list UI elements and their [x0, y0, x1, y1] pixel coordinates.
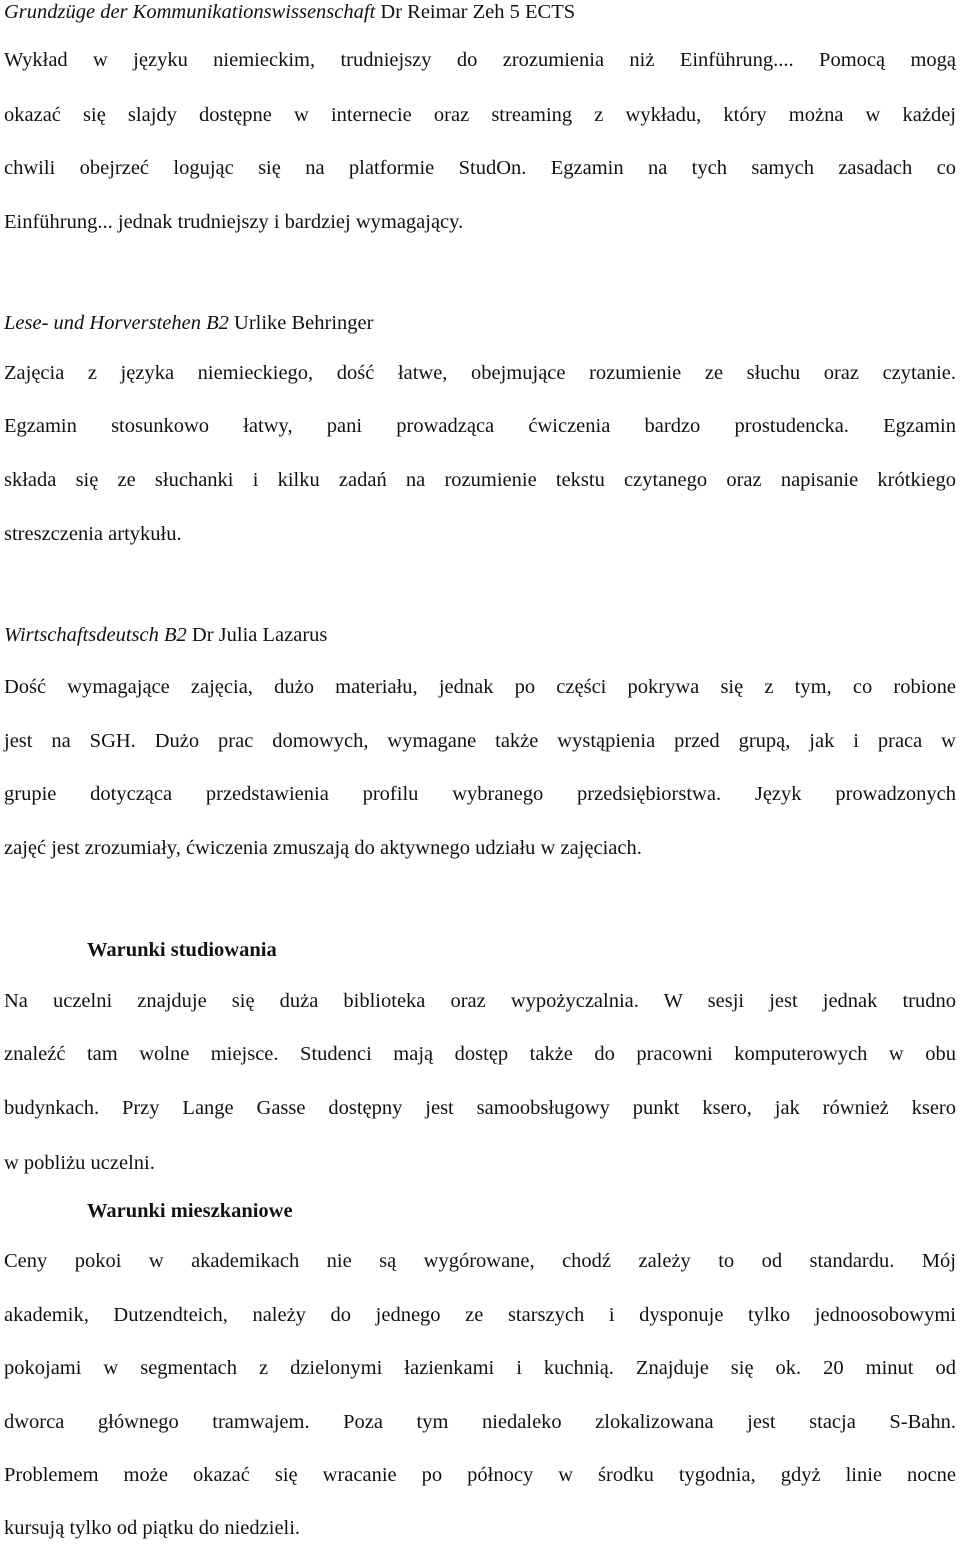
course-heading-wirtschaftsdeutsch — [4, 621, 956, 649]
paragraph-line: okazać się slajdy dostępne w internecie oraz streaming z wykładu, który można w każdej — [4, 104, 956, 126]
paragraph-line: Wykład w języku niemieckim, trudniejszy do zrozumienia niż Einführung.... Pomocą mogą — [4, 49, 956, 71]
paragraph-line: Zajęcia z języka niemieckiego, dość łatwe, obejmujące rozumienie ze słuchu oraz czytanie. — [4, 362, 956, 384]
paragraph-line: budynkach. Przy Lange Gasse dostępny jest samoobsługowy punkt ksero, jak również ksero — [4, 1097, 956, 1119]
paragraph-line: zajęć jest zrozumiały, ćwiczenia zmuszają do aktywnego udziału w zajęciach. — [4, 837, 642, 859]
course-title: Lese- und Horverstehen B2 — [4, 312, 229, 334]
course-lecturer: Dr Julia Lazarus — [186, 624, 328, 646]
paragraph-line: Ceny pokoi w akademikach nie są wygórowane, chodź zależy to od standardu. Mój — [4, 1250, 956, 1272]
paragraph-line: Egzamin stosunkowo łatwy, pani prowadząca ćwiczenia bardzo prostudencka. Egzamin — [4, 415, 956, 437]
paragraph-line: Na uczelni znajduje się duża biblioteka oraz wypożyczalnia. W sesji jest jednak trudno — [4, 990, 956, 1012]
paragraph-line: znaleźć tam wolne miejsce. Studenci mają dostęp także do pracowni komputerowych w obu — [4, 1043, 956, 1065]
paragraph-line: w pobliżu uczelni. — [4, 1152, 155, 1174]
course-lecturer: Urlike Behringer — [228, 312, 374, 334]
paragraph-line: jest na SGH. Dużo prac domowych, wymagane także wystąpienia przed grupą, jak i praca w — [4, 730, 956, 752]
paragraph-line: Problemem może okazać się wracanie po północy w środku tygodnia, gdyż linie nocne — [4, 1464, 956, 1486]
course-title: Wirtschaftsdeutsch B2 — [4, 624, 187, 646]
paragraph-line: pokojami w segmentach z dzielonymi łazienkami i kuchnią. Znajduje się ok. 20 minut od — [4, 1357, 956, 1379]
paragraph-line: streszczenia artykułu. — [4, 523, 182, 545]
paragraph-line: dworca głównego tramwajem. Poza tym niedaleko zlokalizowana jest stacja S-Bahn. — [4, 1411, 956, 1433]
course-heading-kommunikationswissenschaft — [4, 0, 956, 26]
paragraph-line: akademik, Dutzendteich, należy do jednego ze starszych i dysponuje tylko jednoosobowymi — [4, 1304, 956, 1326]
section-heading-study-conditions: Warunki studiowania — [87, 939, 277, 961]
paragraph-line: chwili obejrzeć logując się na platformie StudOn. Egzamin na tych samych zasadach co — [4, 157, 956, 179]
course-heading-lese-hoerverstehen — [4, 309, 956, 337]
paragraph-line: grupie dotycząca przedstawienia profilu wybranego przedsiębiorstwa. Język prowadzonych — [4, 783, 956, 805]
section-heading-housing-conditions: Warunki mieszkaniowe — [87, 1200, 293, 1222]
paragraph-line: kursują tylko od piątku do niedzieli. — [4, 1517, 301, 1539]
paragraph-line: Dość wymagające zajęcia, dużo materiału, jednak po części pokrywa się z tym, co robione — [4, 676, 956, 698]
course-lecturer: Dr Reimar Zeh 5 ECTS — [375, 1, 576, 23]
paragraph-line: składa się ze słuchanki i kilku zadań na rozumienie tekstu czytanego oraz napisanie krótkiego — [4, 469, 956, 491]
paragraph-line: Einführung... jednak trudniejszy i bardziej wymagający. — [4, 211, 464, 233]
course-title: Grundzüge der Kommunikationswissenschaft — [4, 1, 376, 23]
